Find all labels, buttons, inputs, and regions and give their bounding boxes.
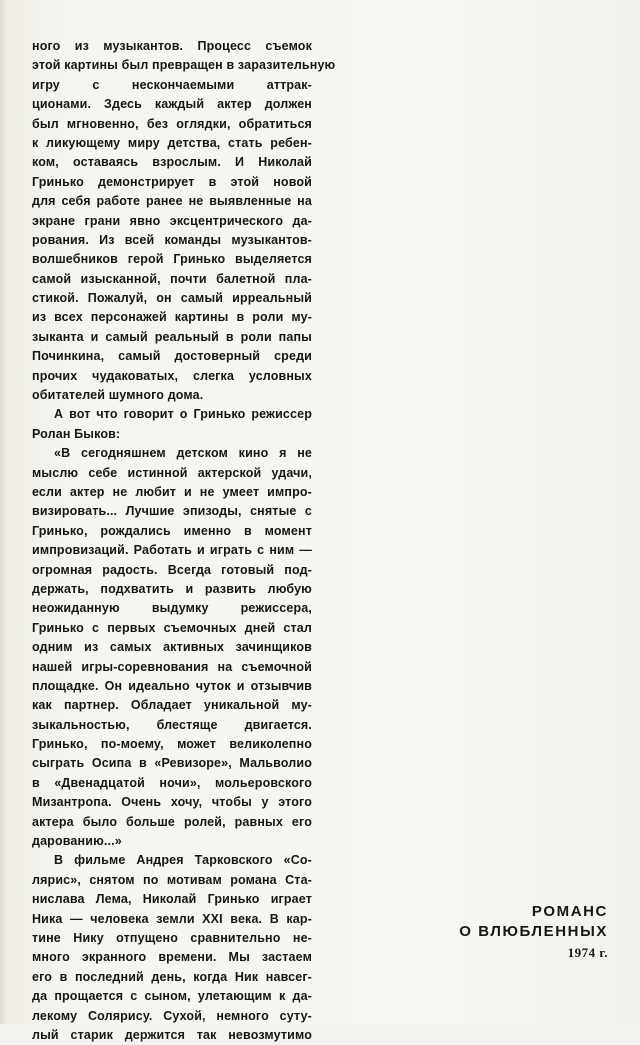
quote-line: Гринько, по-моему, может великолепно [32,737,312,752]
quote-line: если актер не любит и не умеет импро- [32,484,312,499]
text-line: прочих чудаковатых, слегка условных [32,368,312,383]
quote-line: одним из самых активных зачинщиков [32,640,312,655]
text-line: игру с нескончаемыми аттрак- [32,77,312,92]
text-line: Гринько демонстрирует в этой новой [32,174,312,189]
quote-line: как партнер. Обладает уникальной му- [32,698,312,713]
text-line: лый старик держится так невозмутимо [32,1027,312,1042]
quote-line: держать, подхватить и развить любую [32,581,312,596]
text-line: ком, оставаясь взрослым. И Николай [32,155,312,170]
text-line: этой картины был превращен в заразительную [32,58,336,73]
quote-line: Гринько с первых съемочных дней стал [32,620,312,635]
text-line: А вот что говорит о Гринько режиссер [54,407,312,422]
text-line: да прощается с сыном, улетающим к да- [32,989,312,1004]
text-line: ционами. Здесь каждый актер должен [32,97,312,112]
text-line: был мгновенно, без оглядки, обратиться [32,116,312,131]
text-line: стикой. Пожалуй, он самый ирреальный [32,291,312,306]
text-line: нислава Лема, Николай Гринько играет [32,892,312,907]
text-line: ного из музыкантов. Процесс съемок [32,39,312,53]
text-line: волшебников герой Гринько выделяется [32,252,312,267]
text-line: к ликующему миру детства, стать ребен- [32,135,312,150]
film-year: 1974 г. [567,945,608,960]
quote-line: в «Двенадцатой ночи», мольеровского [32,775,312,790]
quote-line: сыграть Осипа в «Ревизоре», Мальволио [32,756,312,771]
quote-line: огромная радость. Всегда готовый под- [32,562,312,577]
text-line: из всех персонажей картины в роли му- [32,310,312,325]
quote-line: Гринько, рождались именно в момент [32,523,312,538]
text-line: Ролан Быков: [32,426,121,441]
quote-line: актера было больше ролей, равных его [32,814,312,829]
film-title-caption [459,902,608,942]
text-line: Ника — человека земли XXI века. В кар- [32,911,312,926]
quote-line: зыкальностью, блестяще двигается. [32,717,312,732]
quote-line: импровизаций. Работать и играть с ним — [32,543,312,558]
quote-line: нашей игры-соревнования на съемочной [32,659,312,674]
film-title-line-2: О ВЛЮБЛЕННЫХ [459,923,608,940]
text-line: лекому Солярису. Сухой, немного суту- [32,1008,312,1023]
text-line: экране грани явно эксцентрического да- [32,213,312,228]
quote-line: «В сегодняшнем детском кино я не [54,446,312,461]
text-line: для себя работе ранее не выявленные на [32,194,312,209]
text-line: много экранного времени. Мы застаем [32,950,312,965]
text-line: обитателей шумного дома. [32,388,204,403]
quote-line: дарованию...» [32,834,122,849]
quote-line: неожиданную выдумку режиссера, [32,601,312,616]
page-edge-shadow [0,0,8,1024]
quote-line: площадке. Он идеально чуток и отзывчив [32,678,312,693]
text-line: лярис», снятом по мотивам романа Ста- [32,872,312,887]
text-line: его в последний день, когда Ник навсег- [32,969,312,984]
body-text-column [32,37,336,1045]
text-line: рования. Из всей команды музыкантов- [32,232,312,247]
quote-line: Мизантропа. Очень хочу, чтобы у этого [32,795,312,810]
text-line: В фильме Андрея Тарковского «Со- [54,853,312,868]
text-line: тине Нику отпущено сравнительно не- [32,930,312,945]
text-line: самой изысканной, почти балетной пла- [32,271,312,286]
quote-line: визировать... Лучшие эпизоды, снятые с [32,504,312,519]
text-line: зыканта и самый реальный в роли папы [32,329,312,344]
quote-line: мыслю себе истинной актерской удачи, [32,465,312,480]
text-line: Починкина, самый достоверный среди [32,349,312,364]
film-title-line-1: РОМАНС [531,903,608,920]
